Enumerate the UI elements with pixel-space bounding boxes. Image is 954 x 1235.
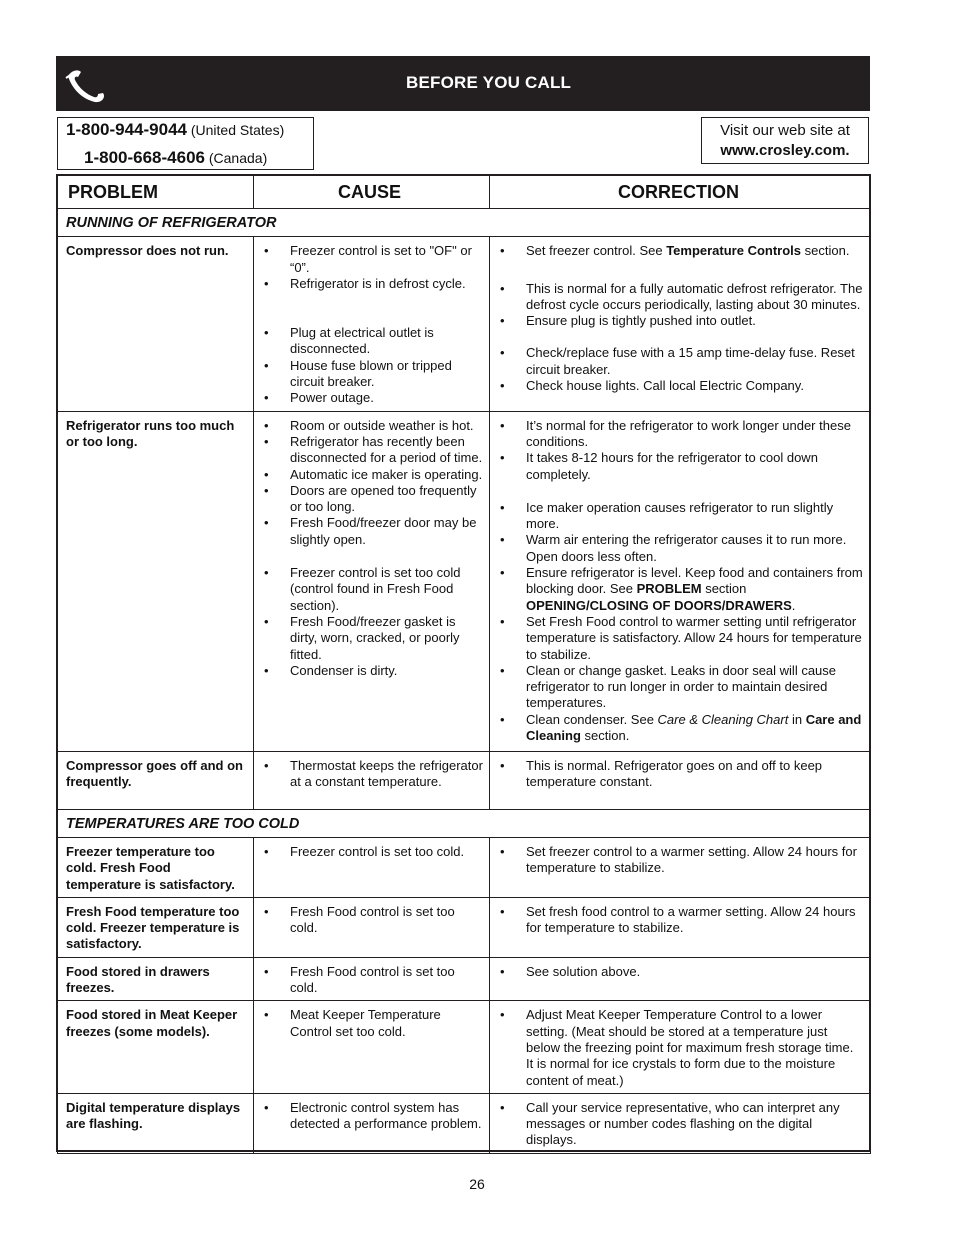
troubleshooting-table	[57, 175, 871, 1154]
cause-cell	[254, 1093, 490, 1153]
cause-item: • Refrigerator has recently been disconnected for a period of time.	[254, 434, 483, 467]
phone-canada-number: 1-800-668-4606	[84, 148, 205, 167]
correction-item: • Ice maker operation causes refrigerator to run slightly more.	[490, 500, 864, 533]
phone-us	[66, 120, 284, 140]
cause-item: • Freezer control is set too cold.	[254, 844, 483, 860]
problem-cell: Refrigerator runs too much or too long.	[58, 411, 254, 751]
website-intro: Visit our web site at	[720, 122, 850, 139]
correction-item: • Adjust Meat Keeper Temperature Control to a lower setting. (Meat should be stored at a temperature just below the freezing point for maximum fresh storage time. It is normal for ice crystals to form due to the moisture content of meat.)	[490, 1007, 864, 1088]
cause-item: • Refrigerator is in defrost cycle.	[254, 276, 483, 292]
correction-item: • This is normal. Refrigerator goes on and off to keep temperature constant.	[490, 758, 864, 791]
correction-cell	[490, 897, 871, 957]
correction-item: • It’s normal for the refrigerator to work longer under these conditions.	[490, 418, 864, 451]
table-row	[58, 237, 871, 411]
table-header-row	[58, 176, 871, 209]
header-problem: PROBLEM	[58, 176, 254, 209]
phone-numbers-box	[57, 117, 314, 170]
section-title-running: RUNNING OF REFRIGERATOR	[58, 209, 871, 237]
website-url: www.crosley.com.	[720, 142, 850, 159]
cause-cell	[254, 411, 490, 751]
correction-item: • Set fresh food control to a warmer setting. Allow 24 hours for temperature to stabilize.	[490, 904, 864, 937]
correction-item: • See solution above.	[490, 964, 864, 980]
cause-item: • Fresh Food/freezer gasket is dirty, worn, cracked, or poorly fitted.	[254, 614, 483, 663]
problem-cell: Food stored in Meat Keeper freezes (some models).	[58, 1001, 254, 1093]
correction-item: • Call your service representative, who can interpret any messages or number codes flashing on the digital displays.	[490, 1100, 864, 1149]
table-row	[58, 897, 871, 957]
cause-cell	[254, 1001, 490, 1093]
cause-item: • Automatic ice maker is operating.	[254, 467, 483, 483]
cause-item: • Fresh Food control is set too cold.	[254, 964, 483, 997]
correction-item: • Ensure refrigerator is level. Keep food and containers from blocking door. See PROBLEM section OPENING/CLOSING OF DOORS/DRAWERS.	[490, 565, 864, 614]
correction-item: • Check house lights. Call local Electric Company.	[490, 378, 864, 394]
cause-cell	[254, 837, 490, 897]
correction-cell	[490, 837, 871, 897]
cause-item: • Fresh Food/freezer door may be slightly open.	[254, 515, 483, 548]
cause-item: • Power outage.	[254, 390, 483, 406]
page-title: BEFORE YOU CALL	[406, 73, 572, 92]
problem-cell: Food stored in drawers freezes.	[58, 957, 254, 1001]
correction-cell	[490, 1093, 871, 1153]
cause-item: • Freezer control is set to "OF" or “0”.	[254, 243, 483, 276]
table-row	[58, 1001, 871, 1093]
cause-cell	[254, 957, 490, 1001]
section-row	[58, 809, 871, 837]
correction-item: • Set freezer control to a warmer setting. Allow 24 hours for temperature to stabilize.	[490, 844, 864, 877]
section-row	[58, 209, 871, 237]
section-title-too-cold: TEMPERATURES ARE TOO COLD	[58, 809, 871, 837]
problem-cell: Fresh Food temperature too cold. Freezer temperature is satisfactory.	[58, 897, 254, 957]
problem-cell: Freezer temperature too cold. Fresh Food temperature is satisfactory.	[58, 837, 254, 897]
correction-cell	[490, 237, 871, 411]
correction-item: • Ensure plug is tightly pushed into outlet.	[490, 313, 864, 329]
correction-item: • It takes 8-12 hours for the refrigerator to cool down completely.	[490, 450, 864, 483]
phone-canada	[84, 148, 267, 168]
correction-item: • Check/replace fuse with a 15 amp time-delay fuse. Reset circuit breaker.	[490, 345, 864, 378]
cause-cell	[254, 751, 490, 809]
header-correction: CORRECTION	[490, 176, 871, 209]
correction-item: • Warm air entering the refrigerator causes it to run more. Open doors less often.	[490, 532, 864, 565]
cause-item: • Plug at electrical outlet is disconnected.	[254, 325, 483, 358]
cause-item: • Meat Keeper Temperature Control set too cold.	[254, 1007, 483, 1040]
cause-cell	[254, 237, 490, 411]
correction-cell	[490, 957, 871, 1001]
header-cause: CAUSE	[254, 176, 490, 209]
cause-item: • Doors are opened too frequently or too long.	[254, 483, 483, 516]
problem-cell: Digital temperature displays are flashing.	[58, 1093, 254, 1153]
cause-item: • Condenser is dirty.	[254, 663, 483, 679]
cause-item: • House fuse blown or tripped circuit breaker.	[254, 358, 483, 391]
phone-us-number: 1-800-944-9044	[66, 120, 187, 139]
table-row	[58, 957, 871, 1001]
cause-item: • Fresh Food control is set too cold.	[254, 904, 483, 937]
table-row	[58, 1093, 871, 1153]
phone-handset-icon	[64, 66, 108, 106]
correction-item: • This is normal for a fully automatic defrost refrigerator. The defrost cycle occurs periodically, lasting about 30 minutes.	[490, 281, 864, 314]
cause-cell	[254, 897, 490, 957]
correction-cell	[490, 411, 871, 751]
cause-item: • Freezer control is set too cold (control found in Fresh Food section).	[254, 565, 483, 614]
cause-item: • Thermostat keeps the refrigerator at a constant temperature.	[254, 758, 483, 791]
website-box	[701, 117, 869, 164]
phone-us-label: (United States)	[190, 122, 285, 138]
header-banner	[56, 56, 870, 111]
problem-cell: Compressor goes off and on frequently.	[58, 751, 254, 809]
correction-item: • Set freezer control. See Temperature Controls section.	[490, 243, 864, 259]
correction-cell	[490, 1001, 871, 1093]
correction-cell	[490, 751, 871, 809]
page-number: 26	[469, 1176, 485, 1192]
problem-cell: Compressor does not run.	[58, 237, 254, 411]
cause-item: • Electronic control system has detected a performance problem.	[254, 1100, 483, 1133]
table-row	[58, 751, 871, 809]
correction-item: • Clean condenser. See Care & Cleaning Chart in Care and Cleaning section.	[490, 712, 864, 745]
phone-canada-label: (Canada)	[208, 150, 268, 166]
correction-item: • Set Fresh Food control to warmer setting until refrigerator temperature is satisfactory. Allow 24 hours for temperature to stabilize.	[490, 614, 864, 663]
table-row	[58, 837, 871, 897]
cause-item: • Room or outside weather is hot.	[254, 418, 483, 434]
correction-item: • Clean or change gasket. Leaks in door seal will cause refrigerator to run longer in order to maintain desired temperatures.	[490, 663, 864, 712]
table-row	[58, 411, 871, 751]
